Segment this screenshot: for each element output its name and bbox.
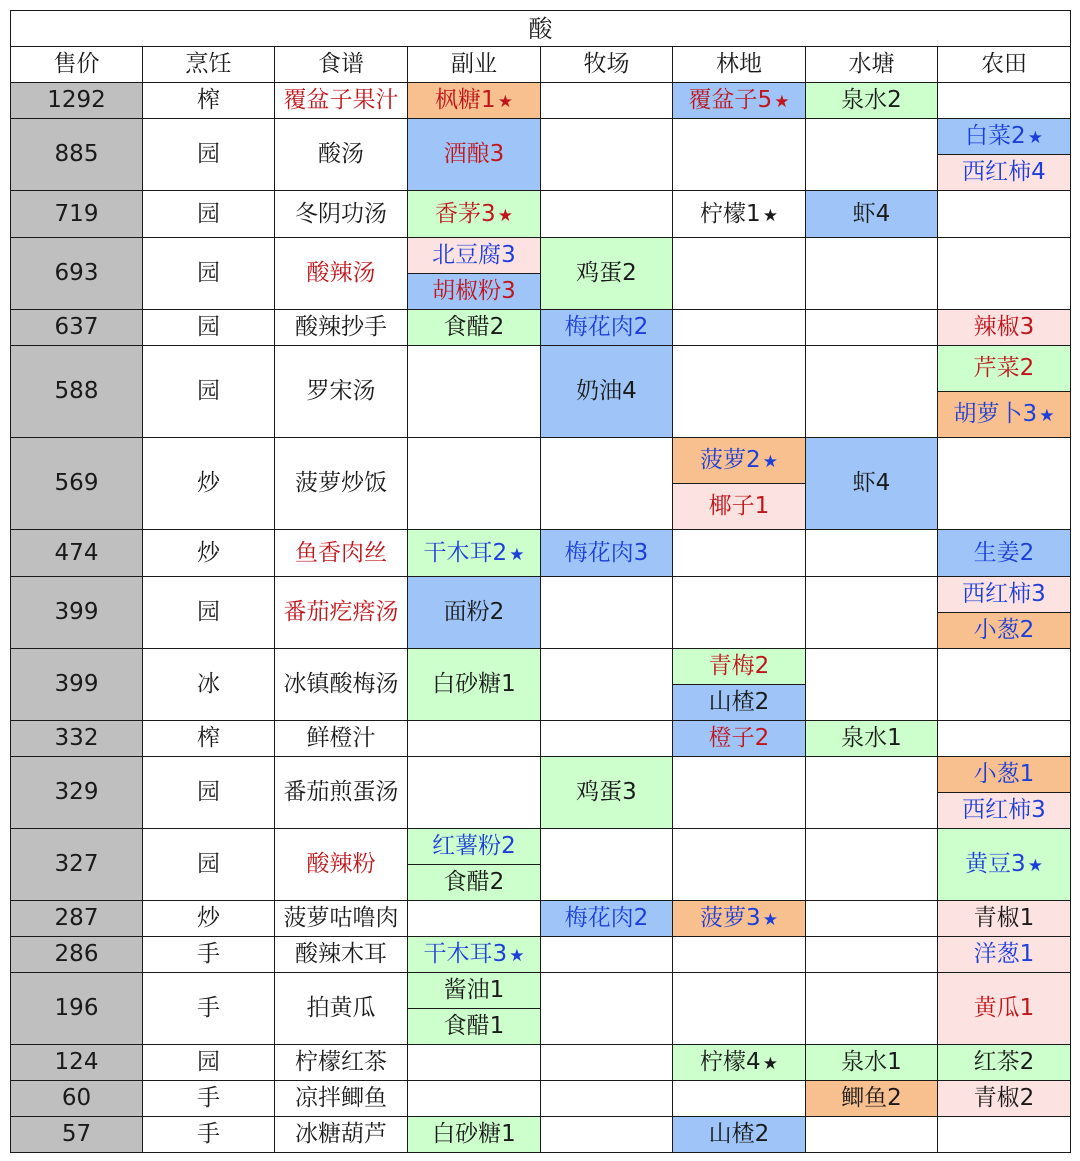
recipe-name-cell: 罗宋汤	[275, 346, 408, 438]
table-body	[11, 83, 1071, 1153]
recipe-name-cell: 番茄煎蛋汤	[275, 757, 408, 829]
ranch-cell	[541, 238, 673, 310]
price-cell: 287	[11, 901, 143, 937]
cook-method-cell: 园	[143, 1045, 275, 1081]
header-pond: 水塘	[806, 47, 938, 83]
recipe-name-cell: 凉拌鲫鱼	[275, 1081, 408, 1117]
pond-cell	[806, 757, 938, 829]
side-cell	[408, 721, 541, 757]
forest-cell-text: 菠萝3	[700, 905, 761, 931]
price-cell: 57	[11, 1117, 143, 1153]
forest-cell-text: 覆盆子5	[688, 87, 773, 113]
farm-cell	[938, 1117, 1071, 1153]
price-cell: 719	[11, 191, 143, 238]
side-cell-text: 胡椒粉3	[432, 278, 516, 304]
pond-cell	[806, 829, 938, 901]
side-cell	[408, 238, 541, 274]
header-ranch: 牧场	[541, 47, 673, 83]
recipe-name-cell: 冰镇酸梅汤	[275, 649, 408, 721]
side-cell-text: 北豆腐3	[432, 242, 516, 268]
star-icon: ★	[509, 946, 525, 966]
side-cell	[408, 1009, 541, 1045]
side-cell-text: 酒酿3	[443, 141, 505, 167]
header-forest: 林地	[673, 47, 806, 83]
side-cell	[408, 1045, 541, 1081]
price-cell: 196	[11, 973, 143, 1045]
farm-cell	[938, 793, 1071, 829]
farm-cell-text: 西红柿3	[962, 581, 1046, 607]
recipe-name-cell: 酸辣抄手	[275, 310, 408, 346]
table-row	[11, 649, 1071, 685]
forest-cell	[673, 685, 806, 721]
cook-method-cell: 园	[143, 757, 275, 829]
side-cell	[408, 1081, 541, 1117]
recipe-name-cell: 菠萝炒饭	[275, 438, 408, 530]
side-cell-text: 酱油1	[443, 977, 505, 1003]
forest-cell-text: 山楂2	[708, 1121, 770, 1147]
price-cell: 124	[11, 1045, 143, 1081]
cook-method-cell: 炒	[143, 530, 275, 577]
ranch-cell	[541, 1081, 673, 1117]
pond-cell-text: 鲫鱼2	[841, 1085, 902, 1111]
ranch-cell	[541, 83, 673, 119]
cook-method-cell: 手	[143, 973, 275, 1045]
cook-method-cell: 园	[143, 191, 275, 238]
ranch-cell	[541, 1117, 673, 1153]
star-icon: ★	[774, 92, 790, 112]
side-cell	[408, 83, 541, 119]
star-icon: ★	[1039, 406, 1055, 426]
farm-cell-text: 洋葱1	[973, 941, 1035, 967]
star-icon: ★	[497, 92, 513, 112]
ranch-cell	[541, 757, 673, 829]
farm-cell	[938, 937, 1071, 973]
table-row	[11, 1117, 1071, 1153]
forest-cell-text: 山楂2	[708, 689, 770, 715]
farm-cell	[938, 973, 1071, 1045]
recipe-name-cell: 酸辣粉	[275, 829, 408, 901]
ranch-cell	[541, 973, 673, 1045]
farm-cell	[938, 238, 1071, 310]
price-cell: 474	[11, 530, 143, 577]
price-cell: 332	[11, 721, 143, 757]
forest-cell	[673, 530, 806, 577]
cook-method-cell: 园	[143, 238, 275, 310]
cook-method-cell: 园	[143, 346, 275, 438]
forest-cell	[673, 1081, 806, 1117]
table-row	[11, 721, 1071, 757]
farm-cell-text: 西红柿4	[962, 159, 1046, 185]
forest-cell	[673, 973, 806, 1045]
farm-cell	[938, 530, 1071, 577]
side-cell	[408, 438, 541, 530]
farm-cell	[938, 757, 1071, 793]
cook-method-cell: 冰	[143, 649, 275, 721]
ranch-cell	[541, 649, 673, 721]
table-row	[11, 238, 1071, 274]
farm-cell	[938, 577, 1071, 613]
pond-cell	[806, 1081, 938, 1117]
side-cell	[408, 530, 541, 577]
side-cell-text: 白砂糖1	[432, 671, 516, 697]
pond-cell	[806, 438, 938, 530]
farm-cell-text: 生姜2	[973, 539, 1035, 566]
farm-cell-text: 白菜2	[965, 123, 1026, 149]
forest-cell	[673, 937, 806, 973]
price-cell: 588	[11, 346, 143, 438]
side-cell	[408, 1117, 541, 1153]
pond-cell-text: 虾4	[852, 470, 891, 496]
cook-method-cell: 榨	[143, 721, 275, 757]
pond-cell	[806, 191, 938, 238]
table-row	[11, 577, 1071, 613]
recipe-name-cell: 鲜橙汁	[275, 721, 408, 757]
pond-cell	[806, 1117, 938, 1153]
recipe-name-cell: 柠檬红茶	[275, 1045, 408, 1081]
pond-cell	[806, 346, 938, 438]
farm-cell	[938, 346, 1071, 392]
farm-cell	[938, 438, 1071, 530]
farm-cell	[938, 1045, 1071, 1081]
recipe-name-cell: 鱼香肉丝	[275, 530, 408, 577]
farm-cell-text: 西红柿3	[962, 797, 1046, 823]
side-cell-text: 食醋1	[443, 1013, 505, 1039]
ranch-cell-text: 鸡蛋3	[576, 779, 637, 805]
farm-cell-text: 辣椒3	[973, 314, 1035, 340]
farm-cell-text: 小葱2	[973, 617, 1035, 643]
forest-cell	[673, 829, 806, 901]
side-cell-text: 枫糖1	[435, 87, 496, 113]
side-cell	[408, 757, 541, 829]
side-cell	[408, 310, 541, 346]
farm-cell-text: 黄豆3	[965, 851, 1026, 877]
pond-cell	[806, 721, 938, 757]
cook-method-cell: 园	[143, 577, 275, 649]
forest-cell	[673, 310, 806, 346]
ranch-cell	[541, 530, 673, 577]
table-row	[11, 191, 1071, 238]
side-cell	[408, 901, 541, 937]
price-cell: 693	[11, 238, 143, 310]
forest-cell-text: 橙子2	[708, 725, 770, 751]
recipe-name-cell: 覆盆子果汁	[275, 83, 408, 119]
farm-cell-text: 红茶2	[973, 1049, 1035, 1075]
cook-method-cell: 炒	[143, 901, 275, 937]
side-cell-text: 干木耳3	[423, 941, 508, 967]
recipe-name-cell: 酸辣汤	[275, 238, 408, 310]
side-cell	[408, 191, 541, 238]
table-row	[11, 83, 1071, 119]
ranch-cell-text: 奶油4	[576, 378, 637, 404]
pond-cell	[806, 973, 938, 1045]
pond-cell-text: 泉水1	[841, 725, 902, 751]
farm-cell-text: 黄瓜1	[973, 995, 1035, 1021]
recipe-name-cell: 酸汤	[275, 119, 408, 191]
pond-cell	[806, 577, 938, 649]
pond-cell	[806, 937, 938, 973]
recipe-name-cell: 拍黄瓜	[275, 973, 408, 1045]
side-cell-text: 面粉2	[443, 599, 505, 625]
star-icon: ★	[762, 452, 778, 472]
star-icon: ★	[509, 544, 525, 565]
farm-cell	[938, 83, 1071, 119]
pond-cell-text: 泉水1	[841, 1049, 902, 1075]
ranch-cell-text: 梅花肉2	[564, 314, 649, 340]
price-cell: 60	[11, 1081, 143, 1117]
cook-method-cell: 手	[143, 1081, 275, 1117]
forest-cell	[673, 83, 806, 119]
recipe-name-cell: 冬阴功汤	[275, 191, 408, 238]
farm-cell-text: 小葱1	[973, 761, 1035, 787]
header-cook: 烹饪	[143, 47, 275, 83]
table-row	[11, 1081, 1071, 1117]
forest-cell	[673, 901, 806, 937]
farm-cell-text: 青椒1	[973, 905, 1035, 931]
side-cell	[408, 119, 541, 191]
ranch-cell-text: 鸡蛋2	[576, 260, 637, 286]
price-cell: 399	[11, 577, 143, 649]
pond-cell	[806, 310, 938, 346]
farm-cell	[938, 119, 1071, 155]
ranch-cell	[541, 829, 673, 901]
ranch-cell	[541, 937, 673, 973]
star-icon: ★	[497, 205, 513, 226]
forest-cell	[673, 1045, 806, 1081]
forest-cell	[673, 484, 806, 530]
table-row	[11, 346, 1071, 392]
side-cell	[408, 274, 541, 310]
farm-cell-text: 青椒2	[973, 1085, 1035, 1111]
price-cell: 329	[11, 757, 143, 829]
price-cell: 286	[11, 937, 143, 973]
ranch-cell	[541, 721, 673, 757]
recipe-name-cell: 菠萝咕噜肉	[275, 901, 408, 937]
header-recipe: 食谱	[275, 47, 408, 83]
table-row	[11, 119, 1071, 155]
cook-method-cell: 园	[143, 119, 275, 191]
recipe-name-cell: 番茄疙瘩汤	[275, 577, 408, 649]
table-row	[11, 829, 1071, 865]
cook-method-cell: 园	[143, 829, 275, 901]
table-row	[11, 757, 1071, 793]
ranch-cell	[541, 438, 673, 530]
side-cell	[408, 346, 541, 438]
forest-cell	[673, 757, 806, 829]
side-cell	[408, 577, 541, 649]
ranch-cell	[541, 901, 673, 937]
farm-cell	[938, 901, 1071, 937]
side-cell-text: 香茅3	[435, 200, 496, 227]
table-row	[11, 1045, 1071, 1081]
header-row	[11, 47, 1071, 83]
side-cell	[408, 973, 541, 1009]
forest-cell	[673, 238, 806, 310]
side-cell-text: 干木耳2	[423, 539, 508, 566]
forest-cell	[673, 346, 806, 438]
pond-cell	[806, 649, 938, 721]
pond-cell	[806, 530, 938, 577]
ranch-cell	[541, 577, 673, 649]
pond-cell	[806, 83, 938, 119]
price-cell: 399	[11, 649, 143, 721]
star-icon: ★	[1027, 856, 1043, 876]
cook-method-cell: 园	[143, 310, 275, 346]
side-cell	[408, 649, 541, 721]
table-row	[11, 438, 1071, 484]
forest-cell-text: 椰子1	[708, 493, 770, 519]
table-row	[11, 937, 1071, 973]
star-icon: ★	[1027, 128, 1043, 148]
table-row	[11, 530, 1071, 577]
forest-cell	[673, 721, 806, 757]
side-cell	[408, 865, 541, 901]
ranch-cell	[541, 191, 673, 238]
pond-cell	[806, 238, 938, 310]
farm-cell	[938, 649, 1071, 721]
side-cell	[408, 829, 541, 865]
cook-method-cell: 榨	[143, 83, 275, 119]
ranch-cell	[541, 310, 673, 346]
cook-method-cell: 炒	[143, 438, 275, 530]
table-row	[11, 310, 1071, 346]
forest-cell-text: 柠檬4	[700, 1049, 761, 1075]
farm-cell	[938, 155, 1071, 191]
farm-cell	[938, 829, 1071, 901]
pond-cell-text: 泉水2	[841, 87, 902, 113]
side-cell-text: 红薯粉2	[432, 833, 516, 859]
side-cell-text: 食醋2	[443, 869, 505, 895]
farm-cell	[938, 721, 1071, 757]
forest-cell	[673, 119, 806, 191]
recipe-table	[10, 10, 1071, 1153]
ranch-cell-text: 梅花肉3	[564, 539, 649, 566]
farm-cell	[938, 1081, 1071, 1117]
price-cell: 327	[11, 829, 143, 901]
price-cell: 1292	[11, 83, 143, 119]
forest-cell	[673, 438, 806, 484]
ranch-cell-text: 梅花肉2	[564, 905, 649, 931]
ranch-cell	[541, 1045, 673, 1081]
header-side: 副业	[408, 47, 541, 83]
side-cell-text: 食醋2	[443, 314, 505, 340]
forest-cell-text: 柠檬1	[700, 200, 761, 227]
side-cell	[408, 937, 541, 973]
header-price: 售价	[11, 47, 143, 83]
cook-method-cell: 手	[143, 937, 275, 973]
recipe-name-cell: 酸辣木耳	[275, 937, 408, 973]
farm-cell	[938, 392, 1071, 438]
price-cell: 569	[11, 438, 143, 530]
farm-cell	[938, 613, 1071, 649]
recipe-name-cell: 冰糖葫芦	[275, 1117, 408, 1153]
star-icon: ★	[762, 205, 778, 226]
forest-cell-text: 菠萝2	[700, 447, 761, 473]
forest-cell-text: 青梅2	[708, 653, 770, 679]
forest-cell	[673, 649, 806, 685]
cook-method-cell: 手	[143, 1117, 275, 1153]
price-cell: 637	[11, 310, 143, 346]
farm-cell	[938, 310, 1071, 346]
pond-cell	[806, 1045, 938, 1081]
forest-cell	[673, 191, 806, 238]
table-row	[11, 901, 1071, 937]
farm-cell	[938, 191, 1071, 238]
farm-cell-text: 芹菜2	[973, 355, 1035, 381]
star-icon: ★	[762, 1054, 778, 1074]
pond-cell	[806, 901, 938, 937]
forest-cell	[673, 1117, 806, 1153]
table-title: 酸	[11, 11, 1071, 47]
ranch-cell	[541, 346, 673, 438]
farm-cell-text: 胡萝卜3	[953, 401, 1038, 427]
pond-cell-text: 虾4	[852, 200, 891, 227]
side-cell-text: 白砂糖1	[432, 1121, 516, 1147]
table-row	[11, 973, 1071, 1009]
ranch-cell	[541, 119, 673, 191]
pond-cell	[806, 119, 938, 191]
price-cell: 885	[11, 119, 143, 191]
forest-cell	[673, 577, 806, 649]
header-farm: 农田	[938, 47, 1071, 83]
star-icon: ★	[762, 910, 778, 930]
